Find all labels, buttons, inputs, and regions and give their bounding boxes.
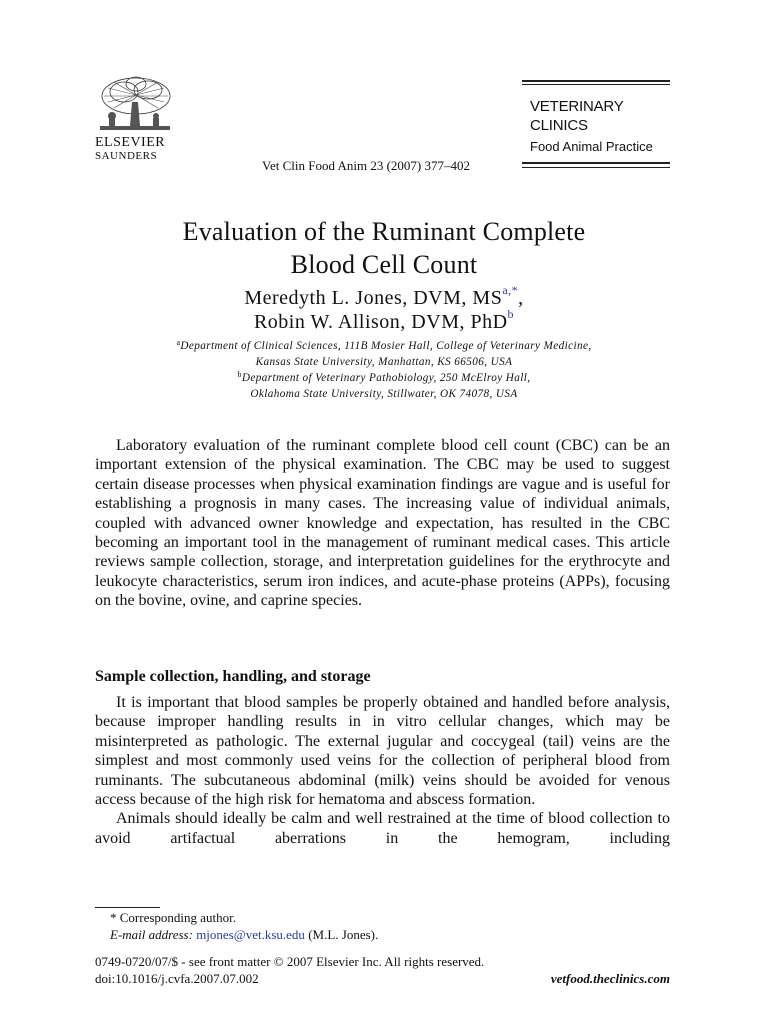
body-paragraph: It is important that blood samples be properly obtained and handled before analysis, because improper handling results in in vitro cellular changes, which may be misinterpreted as pathologic. The external jugular and coccygeal (tail) veins are the simplest and most commonly used veins for the collection of peripheral blood from ruminants. The subcutaneous abdominal (milk) veins should be avoided for venous access because of the high risk for hematoma and abscess formation. [95, 694, 670, 809]
affiliation-text: Department of Clinical Sciences, 111B Mosier Hall, College of Veterinary Medicine, [180, 340, 592, 352]
journal-bottom-rule-thin [522, 167, 670, 168]
email-note [110, 927, 378, 943]
journal-citation: Vet Clin Food Anim 23 (2007) 377–402 [262, 158, 471, 173]
email-owner: (M.L. Jones). [308, 927, 379, 942]
publisher-imprint: SAUNDERS [95, 150, 158, 162]
article-title-line1: Evaluation of the Ruminant Complete [182, 217, 586, 246]
footnote-rule [95, 907, 160, 908]
author-affiliation-marks[interactable]: a,* [502, 283, 519, 297]
affiliation-text: Department of Veterinary Pathobiology, 250 McElroy Hall, [241, 372, 531, 384]
author-affiliation-marks[interactable]: b [507, 307, 515, 321]
publisher-name: ELSEVIER [95, 135, 166, 150]
affiliation-a-line2: Kansas State University, Manhattan, KS 66506, USA [255, 356, 513, 368]
author-line-1 [0, 283, 768, 310]
article-title-line2: Blood Cell Count [290, 250, 478, 279]
journal-top-rule-thin [522, 84, 670, 85]
affiliation-b-line1 [0, 371, 768, 386]
affiliation-mark: b [237, 370, 242, 379]
body-paragraph: Animals should ideally be calm and well restrained at the time of blood collection to avoid artifactual aberrations in the hemogram, including [95, 810, 670, 847]
email-link[interactable]: mjones@vet.ksu.edu [196, 927, 305, 942]
journal-name-line2: CLINICS [530, 117, 588, 134]
section-body [95, 693, 670, 848]
journal-subtitle: Food Animal Practice [530, 139, 653, 154]
journal-url[interactable]: vetfood.theclinics.com [550, 971, 670, 986]
affiliation-mark: a [176, 338, 181, 347]
author-name: Robin W. Allison, DVM, PhD [253, 311, 508, 333]
affiliation-b-line2: Oklahoma State University, Stillwater, OK 74078, USA [250, 388, 518, 400]
corresponding-author-note: * Corresponding author. [110, 910, 237, 925]
doi-line[interactable]: doi:10.1016/j.cvfa.2007.07.002 [95, 971, 259, 986]
journal-top-rule [522, 80, 670, 82]
author-name: Meredyth L. Jones, DVM, MS [244, 287, 503, 309]
affiliation-a-line1 [0, 339, 768, 354]
abstract-text: Laboratory evaluation of the ruminant complete blood cell count (CBC) can be an important extension of the physical examination. The CBC may be used to suggest certain disease processes when physical examination findings are vague and is useful for establishing a prognosis in many cases. The increasing value of individual animals, coupled with advanced owner knowledge and expectation, has resulted in the CBC becoming an important tool in the management of ruminant medical cases. This article reviews sample collection, storage, and interpretation guidelines for the erythrocyte and leukocyte characteristics, serum iron indices, and acute-phase proteins (APPs), focusing on the bovine, ovine, and caprine species. [95, 437, 670, 610]
elsevier-tree-logo [94, 74, 176, 134]
author-separator: , [518, 287, 524, 309]
abstract [95, 436, 670, 611]
section-heading: Sample collection, handling, and storage [95, 668, 371, 685]
copyright-line: 0749-0720/07/$ - see front matter © 2007 Elsevier Inc. All rights reserved. [95, 954, 485, 969]
journal-name-line1: VETERINARY [530, 98, 624, 115]
email-label: E-mail address: [110, 927, 193, 942]
author-line-2 [0, 307, 768, 334]
journal-bottom-rule [522, 162, 670, 164]
